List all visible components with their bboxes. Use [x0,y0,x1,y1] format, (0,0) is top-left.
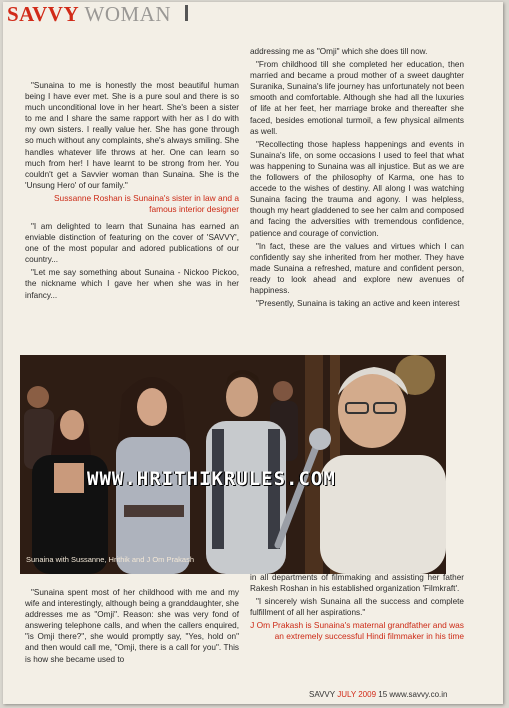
paragraph-childhood-omji: "Sunaina spent most of her childhood with me and my wife and interestingly, although being a granddaughter, she addresses me as "Omji". Reason: she was very fond of answering telephone calls, and when the callers enquired, "is Omji there?", she would promptly say, "Yes, hold on" and then would call me, "Omji, there is a call for you". This is how she became used to [25,588,239,664]
footer-page-number: 15 [378,690,388,699]
continued-text: addressing me as "Omji" which she does till now. [250,47,428,56]
footer-website: www.savvy.co.in [389,690,448,699]
quote-sussanne: "Sunaina to me is honestly the most beautiful human being I have ever met. She is a pure soul and there is so much unconditional love in her heart. She's been a sister to me and I share the same rapport with her as I do with my own sisters. I really value her. She has gone through so much without any complaints, she's always smiling. She handles whatever life throws at her. One can learn so much from her! I have learnt to be strong from her. You couldn't get a Savvier woman than Sunaina. She is the 'Unsung Hero' of our family." [25,81,239,190]
continued-filmkraft: in all departments of filmmaking and assisting her father Rakesh Roshan in his established organization 'Filmkraft'. [250,573,464,594]
paragraph-childhood: "From childhood till she completed her education, then married and became a proud mother of a sweet daughter Suranika, Sunaina's life journey has unfortunately not been smooth and comfortable. Although she had all the luxuries of life at her feet, her marriage broke and thereafter she faced, besides emotional turmoil, a few physical ailments as well. [250,60,464,136]
masthead-woman: WOMAN [84,2,172,26]
footer-issue: JULY 2009 [337,690,377,699]
credit-sussanne: Sussanne Roshan is Sunaina's sister in law and a famous interior designer [53,192,239,214]
paragraph-values: "In fact, these are the values and virtues which I can confidently say she inherited from her mother. They have made Sunaina a refreshed, mature and confident person, ready to look ahead and explore new avenues of happiness. [250,241,464,295]
page-footer [309,690,448,699]
masthead-divider [185,5,188,21]
paragraph-recollecting: "Recollecting those hapless happenings and events in Sunaina's life, on some occasions I used to feel that what was happening to Sunaina was all injustice. But as we are the followers of the philosophy of Karma, one has to accede to the wishes of destiny. All along I was watching Sunaina facing the trauma and agony. I was helpless, though my heart gladdened to see her calm and composed and facing the adversities with tremendous confidence, patience and courage of conviction. [250,139,464,238]
quote-omprakash-2: "Let me say something about Sunaina - Nickoo Pickoo, the nickname which I gave her when she was in her infancy... [25,268,239,300]
paragraph-wish: "I sincerely wish Sunaina all the success and complete fulfillment of all her aspirations." [250,597,464,618]
column-left-top [25,80,239,303]
quote-omprakash-1: "I am delighted to learn that Sunaina has earned an enviable distinction of featuring on the cover of 'SAVVY', one of the most popular and adored publications of our country... [25,221,239,265]
magazine-page [3,2,503,704]
paragraph-presently: "Presently, Sunaina is taking an active and keen interest [256,299,460,309]
event-photo [20,355,446,574]
footer-magazine: SAVVY [309,690,335,699]
column-left-bottom [25,587,239,667]
column-right-top [250,46,464,311]
photo-illustration [20,355,446,574]
masthead [7,2,171,28]
watermark-text: WWW.HRITHIKRULES.COM [87,468,336,490]
photo-caption: Sunaina with Sussanne, Hrithik and J Om Prakash [26,555,194,564]
column-right-bottom [250,572,464,648]
credit-omprakash: J Om Prakash is Sunaina's maternal grandfather and was an extremely successful Hindi filmmaker in his time [250,620,464,642]
masthead-savvy: SAVVY [7,2,80,26]
